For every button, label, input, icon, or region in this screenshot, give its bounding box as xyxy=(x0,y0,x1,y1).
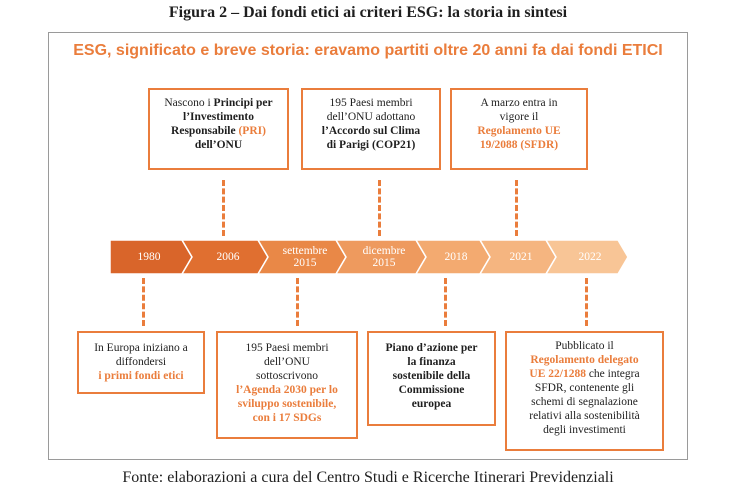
sfdr-box xyxy=(450,88,588,170)
pri-text-b: Principi per xyxy=(213,97,273,109)
piano-line-2: la finanza xyxy=(407,356,456,368)
connector-cop21 xyxy=(378,180,381,236)
diagram-subtitle: ESG, significato e breve storia: eravamo partiti oltre 20 anni fa dai fondi ETICI xyxy=(73,42,663,59)
timeline-label-line1: 2022 xyxy=(578,251,602,263)
timeline xyxy=(110,240,630,274)
timeline-label-6 xyxy=(556,240,624,274)
piano-line-3: sostenibile della xyxy=(392,370,471,382)
agenda-line-1: 195 Paesi membri xyxy=(245,342,329,354)
delegato-line-7: degli investimenti xyxy=(543,424,626,436)
piano-box xyxy=(367,331,496,426)
timeline-label-line2: 2015 xyxy=(372,257,396,269)
timeline-label-line1: 2018 xyxy=(444,251,468,263)
timeline-label-line1: 2006 xyxy=(216,251,240,263)
delegato-line-5: schemi di segnalazione xyxy=(531,396,638,408)
cop21-line-3: l’Accordo sul Clima xyxy=(321,125,421,137)
pri-box xyxy=(148,88,289,170)
delegato-line-1: Pubblicato il xyxy=(555,340,614,352)
cop21-box xyxy=(301,88,441,170)
cop21-line-1: 195 Paesi membri xyxy=(329,97,413,109)
agenda-line-2: dell’ONU xyxy=(264,356,310,368)
agenda-line-5: sviluppo sostenibile, xyxy=(237,398,337,410)
pri-line-4: dell’ONU xyxy=(194,139,243,151)
connector-piano xyxy=(444,278,447,326)
delegato-line-2: Regolamento delegato xyxy=(530,354,639,366)
timeline-label-line1: dicembre xyxy=(362,245,406,257)
cop21-line-4: di Parigi (COP21) xyxy=(326,139,416,151)
agenda-line-6: con i 17 SDGs xyxy=(252,412,322,424)
pri-line-1 xyxy=(164,96,272,110)
timeline-label-line2: 2015 xyxy=(293,257,317,269)
piano-line-5: europea xyxy=(411,398,452,410)
europa-box xyxy=(77,331,205,394)
source-note: Fonte: elaborazioni a cura del Centro Studi e Ricerche Itinerari Previdenziali xyxy=(122,469,614,486)
delegato-text-a: UE 22/1288 xyxy=(529,368,586,380)
timeline-label-5 xyxy=(490,240,552,274)
figure-title: Figura 2 – Dai fondi etici ai criteri ESG: la storia in sintesi xyxy=(168,4,568,21)
timeline-label-3 xyxy=(346,240,422,274)
connector-agenda xyxy=(296,278,299,326)
pri-text-a: Nascono i xyxy=(164,97,214,109)
delegato-line-4: SFDR, contenente gli xyxy=(534,382,635,394)
sfdr-line-3: Regolamento UE xyxy=(477,125,561,137)
timeline-label-2 xyxy=(268,240,342,274)
timeline-label-line1: 1980 xyxy=(137,251,161,263)
pri-text-d: (PRI) xyxy=(238,125,266,137)
piano-line-4: Commissione xyxy=(398,384,465,396)
europa-line-2: diffondersi xyxy=(115,356,167,368)
connector-europa xyxy=(142,278,145,326)
pri-text-c: Responsabile xyxy=(171,125,239,137)
agenda-line-4: l’Agenda 2030 per lo xyxy=(236,384,338,396)
agenda-box xyxy=(216,331,358,439)
timeline-label-line1: settembre xyxy=(282,245,328,257)
timeline-label-0 xyxy=(110,240,188,274)
timeline-label-line1: 2021 xyxy=(509,251,533,263)
sfdr-line-2: vigore il xyxy=(499,111,539,123)
delegato-box xyxy=(505,331,664,451)
connector-pri xyxy=(222,180,225,236)
europa-line-3: i primi fondi etici xyxy=(98,370,184,382)
timeline-label-4 xyxy=(426,240,486,274)
sfdr-line-1: A marzo entra in xyxy=(480,97,558,109)
delegato-line-3 xyxy=(529,367,639,381)
europa-line-1: In Europa iniziano a xyxy=(94,342,188,354)
delegato-text-b: che integra xyxy=(585,368,640,380)
pri-line-3 xyxy=(171,124,266,138)
connector-sfdr xyxy=(515,180,518,236)
delegato-line-6: relativi alla sostenibilità xyxy=(529,410,640,422)
timeline-label-1 xyxy=(192,240,264,274)
sfdr-line-4: 19/2088 (SFDR) xyxy=(479,139,559,151)
piano-line-1: Piano d’azione per xyxy=(385,342,478,354)
cop21-line-2: dell’ONU adottano xyxy=(326,111,416,123)
pri-line-2: l’Investimento xyxy=(183,111,254,123)
connector-delegato xyxy=(585,278,588,326)
agenda-line-3: sottoscrivono xyxy=(256,370,318,382)
